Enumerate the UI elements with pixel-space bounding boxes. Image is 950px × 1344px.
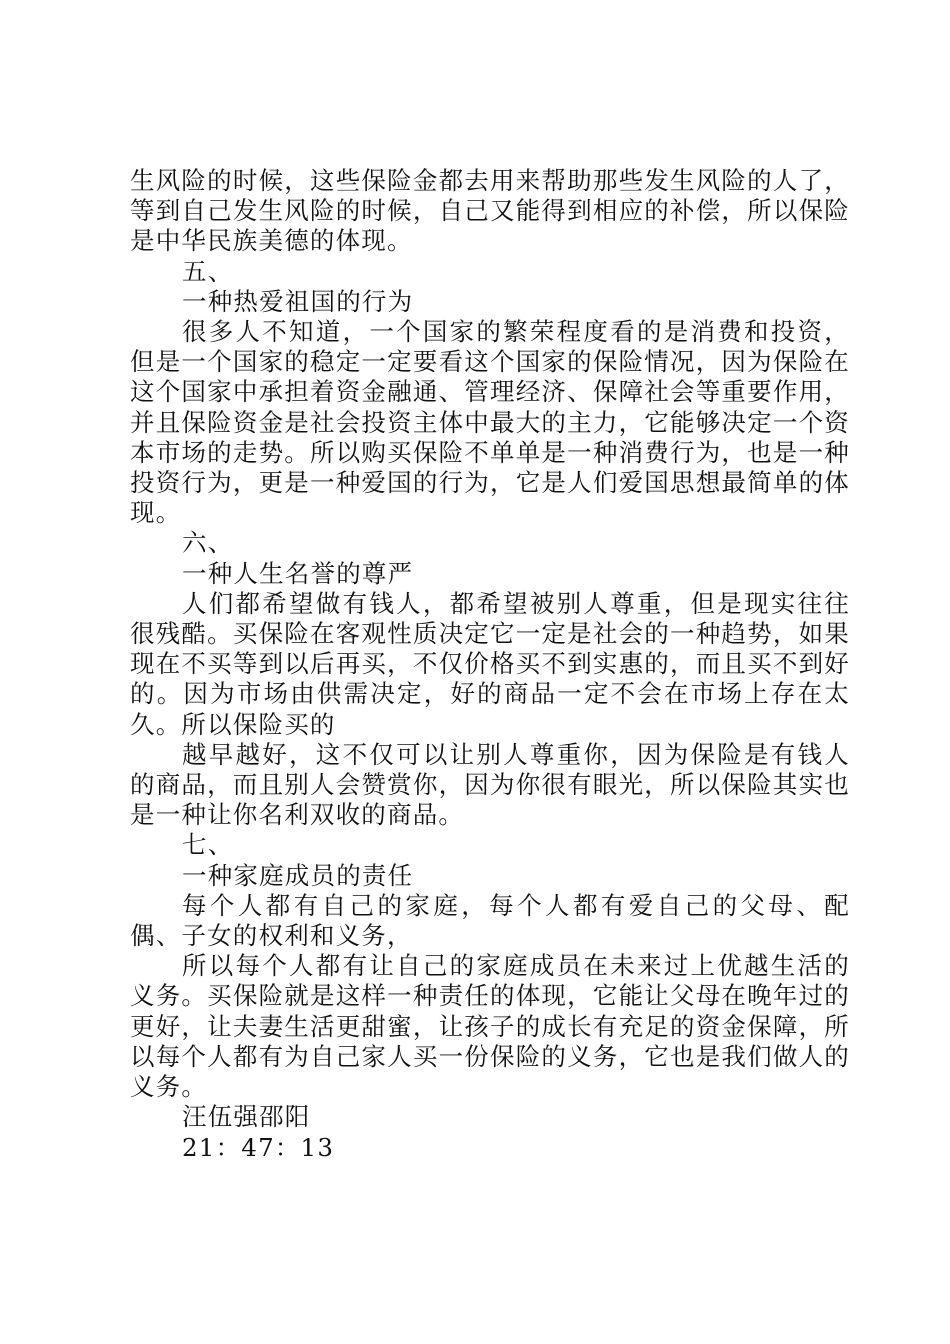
author-name: 汪伍强邵阳 [182,1102,311,1132]
section-seven-paragraph-a: 每个人都有自己的家庭，每个人都有爱自己的父母、配偶、子女的权利和义务， [130,890,850,951]
document-body [130,166,850,1163]
section-five-number: 五、 [182,256,234,286]
section-seven-number: 七、 [182,830,234,860]
section-five-heading: 一种热爱祖国的行为 [182,286,414,316]
section-six-heading: 一种人生名誉的尊严 [182,558,414,588]
timestamp: 21：47：13 [182,1132,335,1162]
section-six-paragraph-b: 越早越好，这不仅可以让别人尊重你，因为保险是有钱人的商品，而且别人会赞赏你，因为你很有眼光，所以保险其实也是一种让你名利双收的商品。 [130,739,850,830]
paragraph-continued: 生风险的时候，这些保险金都去用来帮助那些发生风险的人了，等到自己发生风险的时候，自己又能得到相应的补偿，所以保险是中华民族美德的体现。 [130,166,850,256]
section-six-number: 六、 [182,528,234,558]
section-six-paragraph-a: 人们都希望做有钱人，都希望被别人尊重，但是现实往往很残酷。买保险在客观性质决定它一定是社会的一种趋势，如果现在不买等到以后再买，不仅价格买不到实惠的，而且买不到好的。因为市场由供需决定，好的商品一定不会在市场上存在太久。所以保险买的 [130,588,850,739]
section-five-paragraph: 很多人不知道，一个国家的繁荣程度看的是消费和投资，但是一个国家的稳定一定要看这个国家的保险情况，因为保险在这个国家中承担着资金融通、管理经济、保障社会等重要作用，并且保险资金是社会投资主体中最大的主力，它能够决定一个资本市场的走势。所以购买保险不单单是一种消费行为，也是一种投资行为，更是一种爱国的行为，它是人们爱国思想最简单的体现。 [130,317,850,528]
section-seven-heading: 一种家庭成员的责任 [182,860,414,890]
section-seven-paragraph-b: 所以每个人都有让自己的家庭成员在未来过上优越生活的义务。买保险就是这样一种责任的体现，它能让父母在晚年过的更好，让夫妻生活更甜蜜，让孩子的成长有充足的资金保障，所以每个人都有为自己家人买一份保险的义务，它也是我们做人的义务。 [130,951,850,1102]
